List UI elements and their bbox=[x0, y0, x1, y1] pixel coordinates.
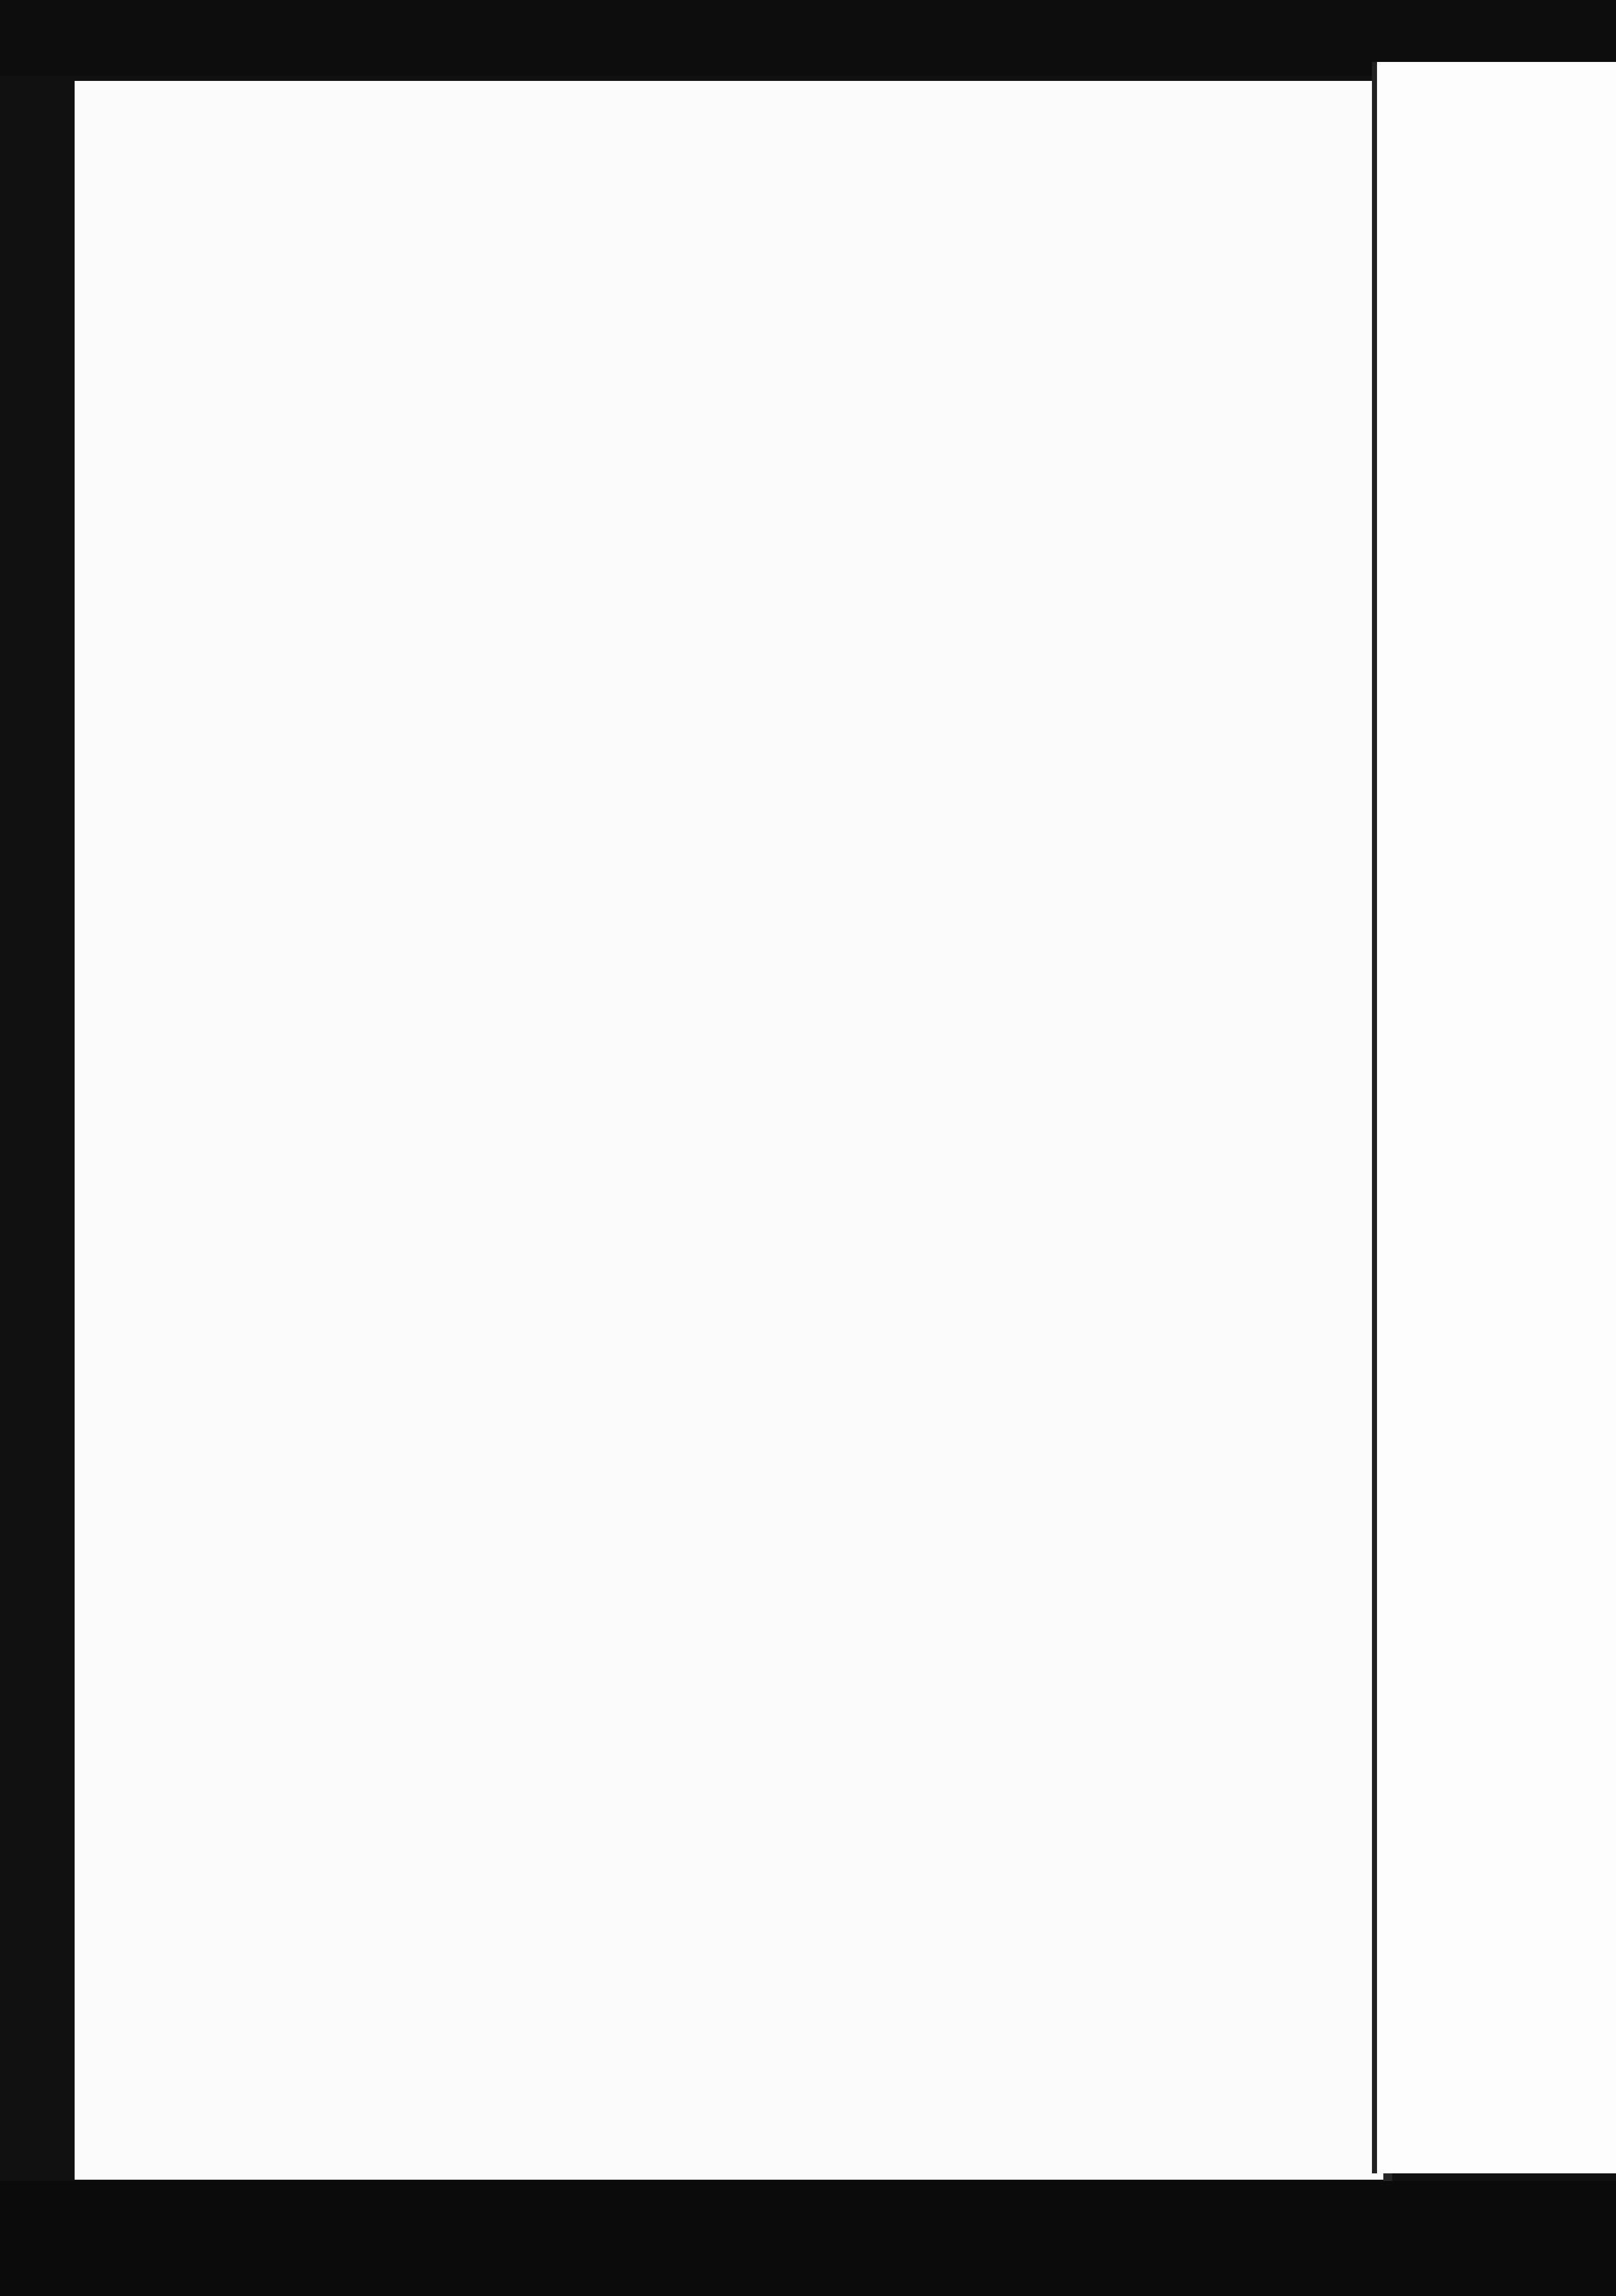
scan-border-bottom bbox=[0, 2181, 1616, 2296]
right-page bbox=[1372, 62, 1616, 2173]
left-page bbox=[75, 81, 1383, 2180]
